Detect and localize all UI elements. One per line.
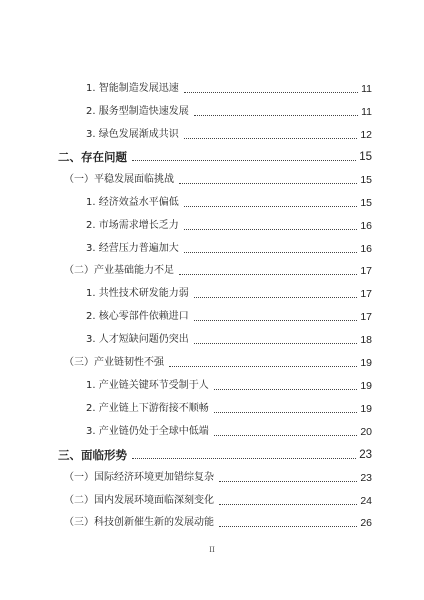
toc-entry-page: 12 [360,129,372,141]
toc-subsection-international-environment[interactable] [64,467,372,485]
toc-entry-label: 2. 核心零部件依赖进口 [86,311,189,322]
toc-entry-label: 1. 产业链关键环节受制于人 [86,380,209,391]
toc-entry-label: 3. 经营压力普遍加大 [86,243,179,254]
toc-entry-common-technology[interactable] [86,283,372,301]
toc-entry-page: 23 [359,449,372,461]
dot-leader [184,91,358,93]
dot-leader [132,457,356,459]
toc-entry-page: 23 [360,472,372,484]
toc-entry-page: 16 [360,243,372,255]
toc-subsection-stable-development[interactable] [64,169,372,187]
dot-leader [184,137,358,139]
dot-leader [214,411,358,413]
dot-leader [179,182,357,184]
toc-entry-upstream-downstream[interactable] [86,398,372,416]
toc-entry-label: 二、存在问题 [58,150,127,164]
toc-subsection-chain-resilience[interactable] [64,352,372,370]
dot-leader [169,365,357,367]
dot-leader [194,342,358,344]
toc-entry-page: 15 [360,174,372,186]
dot-leader [194,114,358,116]
toc-entry-label: （三）产业链韧性不强 [64,357,164,368]
toc-entry-label: 2. 产业链上下游衔接不顺畅 [86,403,209,414]
toc-entry-service-manufacturing[interactable] [86,101,372,119]
toc-entry-page: 17 [360,265,372,277]
toc-entry-label: （二）产业基础能力不足 [64,265,174,276]
dot-leader [179,273,357,275]
toc-entry-page: 26 [360,517,372,529]
toc-section-situation[interactable] [58,444,372,462]
toc-subsection-innovation-momentum[interactable] [64,512,372,530]
dot-leader [184,228,358,230]
toc-entry-label: 1. 共性技术研发能力弱 [86,288,189,299]
toc-entry-talent-shortage[interactable] [86,329,372,347]
toc-entry-page: 18 [360,334,372,346]
toc-entry-page: 17 [360,288,372,300]
toc-subsection-industrial-foundation[interactable] [64,260,372,278]
toc-entry-operating-pressure[interactable] [86,238,372,256]
toc-entry-label: （三）科技创新催生新的发展动能 [64,517,214,528]
toc-entry-page: 20 [360,426,372,438]
dot-leader [194,319,358,321]
toc-entry-label: 3. 绿色发展渐成共识 [86,129,179,140]
toc-entry-page: 15 [360,197,372,209]
toc-entry-green-development[interactable] [86,124,372,142]
dot-leader [132,159,356,161]
toc-entry-global-position[interactable] [86,421,372,439]
toc-entry-page: 19 [360,403,372,415]
toc-entry-label: 3. 产业链仍处于全球中低端 [86,426,209,437]
toc-entry-label: （一）平稳发展面临挑战 [64,174,174,185]
dot-leader [214,434,358,436]
toc-entry-label: 1. 经济效益水平偏低 [86,197,179,208]
toc-entry-label: （二）国内发展环境面临深刻变化 [64,495,214,506]
toc-entry-smart-manufacturing[interactable] [86,78,372,96]
dot-leader [194,296,358,298]
toc-entry-page: 17 [360,311,372,323]
dot-leader [214,388,358,390]
toc-entry-label: 1. 智能制造发展迅速 [86,83,179,94]
toc-entry-label: 三、面临形势 [58,448,127,462]
toc-entry-label: （一）国际经济环境更加错综复杂 [64,472,214,483]
toc-entry-page: 15 [359,151,372,163]
toc-entry-economic-efficiency[interactable] [86,192,372,210]
dot-leader [219,480,357,482]
toc-entry-market-demand[interactable] [86,215,372,233]
dot-leader [219,503,357,505]
toc-entry-key-links[interactable] [86,375,372,393]
toc-entry-label: 2. 服务型制造快速发展 [86,106,189,117]
toc-entry-page: 11 [361,83,372,95]
toc-section-existing-problems[interactable] [58,146,372,164]
toc-entry-page: 11 [361,106,372,118]
toc-entry-label: 3. 人才短缺问题仍突出 [86,334,189,345]
toc-entry-page: 19 [360,357,372,369]
footer-page-number: II [209,546,215,554]
toc-entry-page: 24 [360,495,372,507]
toc-entry-core-components[interactable] [86,306,372,324]
toc-subsection-domestic-environment[interactable] [64,490,372,508]
dot-leader [184,251,358,253]
dot-leader [219,525,357,527]
toc-entry-label: 2. 市场需求增长乏力 [86,220,179,231]
dot-leader [184,205,358,207]
toc-entry-page: 16 [360,220,372,232]
toc-entry-page: 19 [360,380,372,392]
